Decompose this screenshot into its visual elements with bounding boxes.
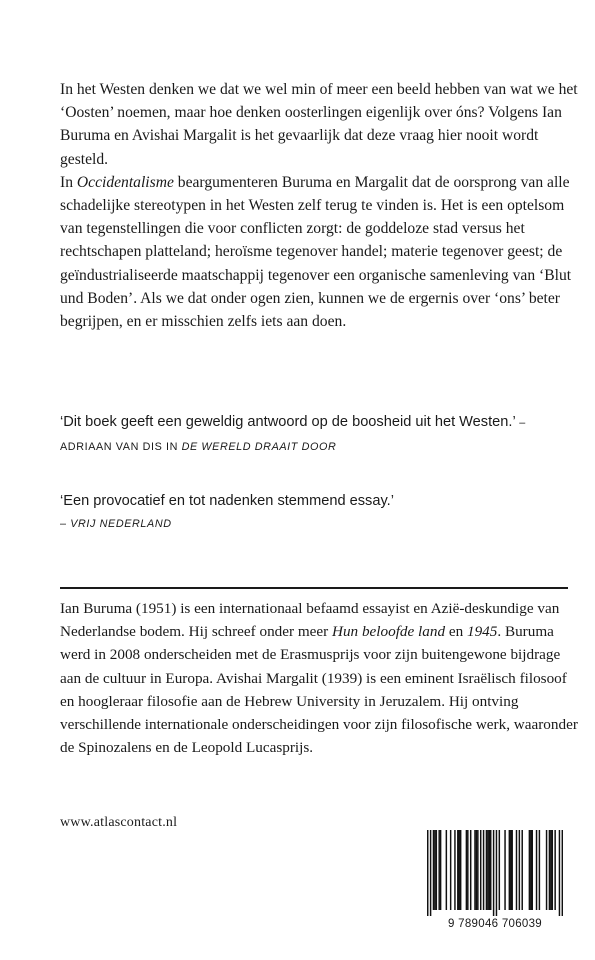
barcode-bar [430,830,431,916]
barcode-bar [474,830,475,910]
quote-1-attribution-prefix: – ADRIAAN VAN DIS IN [60,417,526,453]
barcode-bar [509,830,510,910]
bio-part-2: en [445,623,467,641]
barcode-bar [536,830,537,910]
quote-1-attribution-source: DE WERELD DRAAIT DOOR [181,440,337,453]
barcode-bar [436,830,437,910]
barcode-bar [554,830,555,910]
quote-2-attribution-prefix: – [60,517,71,530]
barcode-bar [532,830,533,910]
barcode-bar [480,830,481,910]
blurb-paragraph-2 [60,171,580,333]
barcode-bar [434,830,435,910]
book-title-1945: 1945 [466,623,498,641]
barcode-bar [454,830,455,910]
barcode-bar [486,830,487,910]
barcode-bar [499,830,500,910]
barcode-bar [460,830,461,910]
barcode-bar [467,830,468,910]
barcode-bar [539,830,540,910]
quote-2-attribution [60,513,580,536]
barcode-bar [516,830,517,910]
barcode-bar [496,830,497,916]
barcode-bar [562,830,563,916]
review-quote-2 [60,490,580,535]
barcode-bar [487,830,488,910]
quote-1-text: ‘Dit boek geeft een geweldig antwoord op de boosheid uit het Westen.’ [60,414,516,430]
isbn-number: 9 789046 706039 [447,918,543,930]
barcode-bar [466,830,467,910]
barcode-bar [450,830,451,910]
barcode-bar [483,830,484,910]
barcode-bar [559,830,560,916]
barcode-bar [458,830,459,910]
barcode-bar [440,830,441,910]
barcode-bar [521,830,522,910]
author-bio-paragraph [60,597,580,759]
bio-part-3: . Buruma werd in 2008 onderscheiden met de Erasmusprijs voor zijn buitengewone bijdrage aan de cultuur in Europa. Avishai Margalit (1939) is een eminent Israëlisch filosoof en hoogleraar filosofie aan de Hebrew University in Jeruzalem. Hij ontving verschillende internationale onderscheidingen voor zijn filosofische werk, waaronder de Spinozalens en de Leopold Lucasprijs. [60,623,578,757]
barcode-bar [530,830,531,910]
barcode-bar [476,830,477,910]
bio-part-1: Ian Buruma (1951) is een internationaal befaamd essayist en Azië-deskundige van Nederlandse bodem. Hij schreef onder meer [60,600,560,641]
barcode-bar [477,830,478,910]
barcode-bar [493,830,494,916]
barcode-bar [511,830,512,910]
book-title-hun-beloofde-land: Hun beloofde land [332,623,446,641]
barcode-bar [549,830,550,910]
quote-2-attribution-source: VRIJ NEDERLAND [70,517,172,530]
isbn-barcode [419,826,571,936]
publisher-website[interactable]: www.atlascontact.nl [60,815,178,830]
barcode-bars [427,830,563,916]
section-divider [60,587,568,589]
barcode-bar [504,830,505,910]
barcode-bar [519,830,520,910]
blurb-text [60,78,580,333]
blurb-p2-rest: beargumenteren Buruma en Margalit dat de oorsprong van alle schadelijke stereotypen in het Westen zelf terug te vinden is. Het is een optelsom van tegenstellingen die voor conflicten zorgt: de goddeloze stad versus het rechtschapen platteland; heroïsme tegenover handel; materie tegenover geest; de geïndustrialiseerde maatschappij tegenover een organische samenleving van ‘Blut und Boden’. Als we dat onder ogen zien, kunnen we de ergernis over ‘ons’ beter begrijpen, en er misschien zelfs iets aan doen. [60,173,572,331]
quote-2-text: ‘Een provocatief en tot nadenken stemmend essay.’ [60,493,394,509]
barcode-bar [457,830,458,910]
author-bio [60,597,580,759]
review-quote-1 [60,411,580,458]
barcode-bar [446,830,447,910]
blurb-paragraph-1: In het Westen denken we dat we wel min of meer een beeld hebben van wat we het ‘Oosten’ noemen, maar hoe denken oosterlingen eigenlijk over óns? Volgens Ian Buruma en Avishai Margalit is het gevaarlijk dat deze vraag hier nooit wordt gesteld. [60,81,578,168]
barcode-bar [510,830,511,910]
barcode-bar [470,830,471,910]
barcode-bar [433,830,434,910]
barcode-bar [489,830,490,910]
barcode-bar [550,830,551,910]
barcode-bar [427,830,428,916]
blurb-p2-prefix: In [60,173,77,191]
barcode-bar [490,830,491,910]
book-title-occidentalisme: Occidentalisme [76,173,174,191]
barcode-bar [552,830,553,910]
barcode-bar [546,830,547,910]
barcode-bar [438,830,439,910]
barcode-bar [529,830,530,910]
